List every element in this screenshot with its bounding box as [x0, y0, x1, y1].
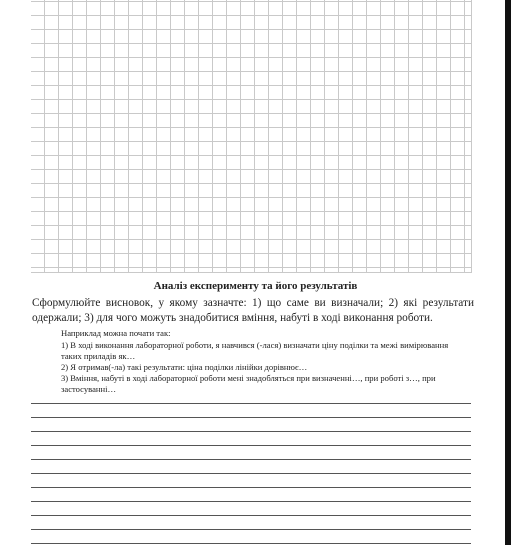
answer-line[interactable]: [31, 403, 471, 404]
answer-line[interactable]: [31, 445, 471, 446]
answer-line[interactable]: [31, 417, 471, 418]
example-item-1: 1) В ході виконання лабораторної роботи, я навчився (-лася) визначати ціну поділки та межі вимірювання таких приладів як…: [61, 340, 449, 361]
answer-line[interactable]: [31, 515, 471, 516]
example-intro: Наприклад можна почати так:: [61, 328, 171, 338]
answer-line[interactable]: [31, 473, 471, 474]
example-block: [61, 328, 466, 395]
conclusion-instruction: Сформулюйте висновок, у якому зазначте: 1) що саме ви визначали; 2) які результати одержали; 3) для чого можуть знадобитися вміння, набуті в ході виконання роботи.: [32, 297, 474, 324]
graph-paper-grid: [31, 0, 472, 273]
answer-line[interactable]: [31, 487, 471, 488]
example-item-2: 2) Я отримав(-ла) такі результати: ціна поділки лінійки дорівнює…: [61, 362, 308, 372]
answer-line[interactable]: [31, 543, 471, 544]
answer-line[interactable]: [31, 501, 471, 502]
example-item-3: 3) Вміння, набуті в ході лабораторної роботи мені знадобляться при визначенні…, при роботі з…, при застосуванні…: [61, 373, 436, 394]
answer-line[interactable]: [31, 431, 471, 432]
answer-line[interactable]: [31, 529, 471, 530]
answer-line[interactable]: [31, 459, 471, 460]
section-title: Аналіз експерименту та його результатів: [153, 280, 358, 292]
answer-lines: [31, 403, 471, 545]
scan-edge: [505, 0, 511, 545]
